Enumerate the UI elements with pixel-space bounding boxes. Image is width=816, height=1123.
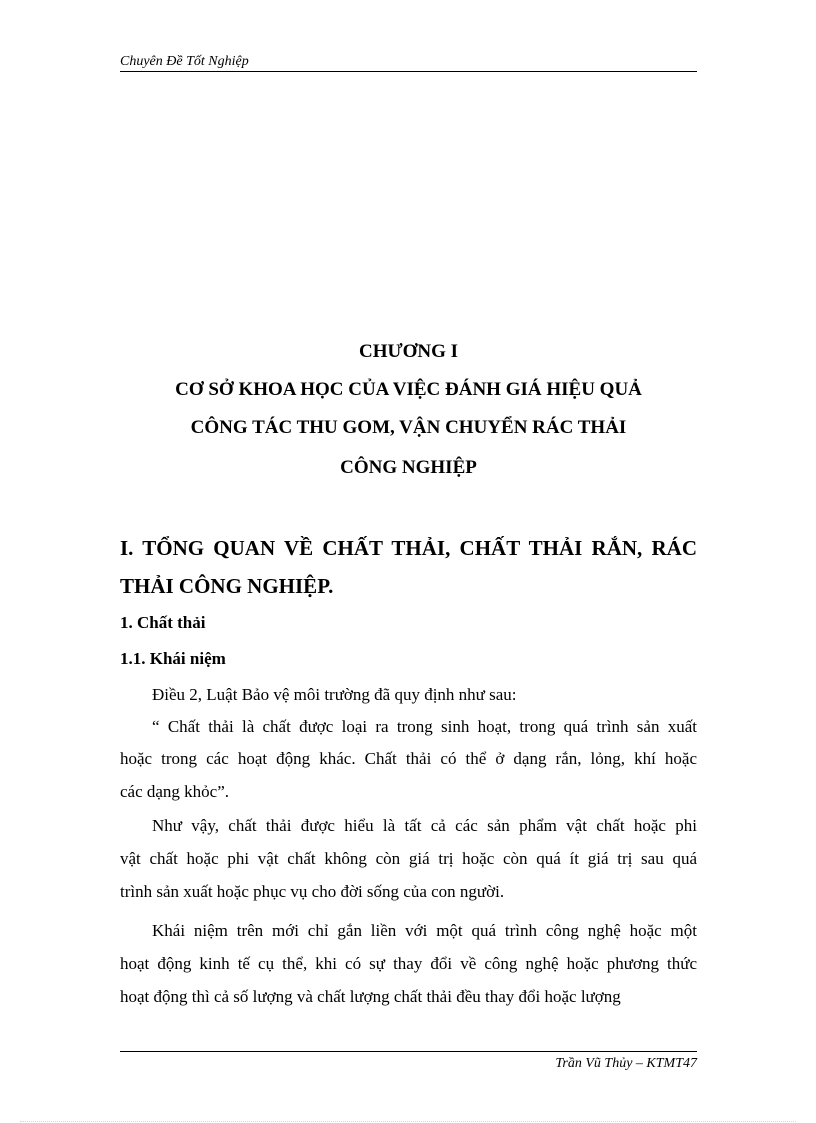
running-footer-text: Trần Vũ Thủy – KTMT47 [555, 1056, 697, 1071]
footer-rule [120, 1051, 697, 1052]
paragraph-line-7: trình sản xuất hoặc phục vụ cho đời sống của con người. [120, 882, 505, 901]
chapter-title-line-1: CƠ SỞ KHOA HỌC CỦA VIỆC ĐÁNH GIÁ HIỆU QUẢ [175, 379, 642, 400]
running-header-text: Chuyên Đề Tốt Nghiệp [120, 54, 249, 69]
page-bottom-edge [20, 1121, 796, 1122]
section-title-line-2: THẢI CÔNG NGHIỆP. [120, 574, 334, 598]
chapter-title-line-3: CÔNG NGHIỆP [340, 457, 477, 478]
running-footer [120, 1055, 697, 1073]
paragraph-line-9: hoạt động kinh tế cụ thể, khi có sự thay đổi về công nghệ hoặc phương thức [120, 954, 697, 973]
paragraph-line-10: hoạt động thì cả số lượng và chất lượng chất thải đều thay đổi hoặc lượng [120, 987, 621, 1006]
running-header [120, 53, 697, 72]
paragraph-line-3: hoặc trong các hoạt động khác. Chất thải có thể ở dạng rắn, lỏng, khí hoặc [120, 749, 697, 768]
section-title-line-1: I. TỔNG QUAN VỀ CHẤT THẢI, CHẤT THẢI RẮN, RÁC [120, 536, 697, 560]
paragraph-line-8: Khái niệm trên mới chỉ gắn liền với một quá trình công nghệ hoặc một [152, 921, 697, 940]
chapter-label: CHƯƠNG I [358, 341, 459, 362]
paragraph-line-6: vật chất hoặc phi vật chất không còn giá trị hoặc còn quá ít giá trị sau quá [120, 849, 697, 868]
chapter-title-line-2: CÔNG TÁC THU GOM, VẬN CHUYỂN RÁC THẢI [190, 417, 627, 438]
subsection-heading-1-1: 1.1. Khái niệm [120, 649, 226, 668]
paragraph-line-1: Điều 2, Luật Bảo vệ môi trường đã quy định như sau: [152, 685, 517, 704]
paragraph-line-5: Như vậy, chất thải được hiểu là tất cả các sản phẩm vật chất hoặc phi [152, 816, 697, 835]
paragraph-line-2: “ Chất thải là chất được loại ra trong sinh hoạt, trong quá trình sản xuất [152, 717, 697, 736]
paragraph-line-4: các dạng khỏc”. [120, 782, 230, 801]
subsection-heading-1: 1. Chất thải [120, 613, 206, 632]
